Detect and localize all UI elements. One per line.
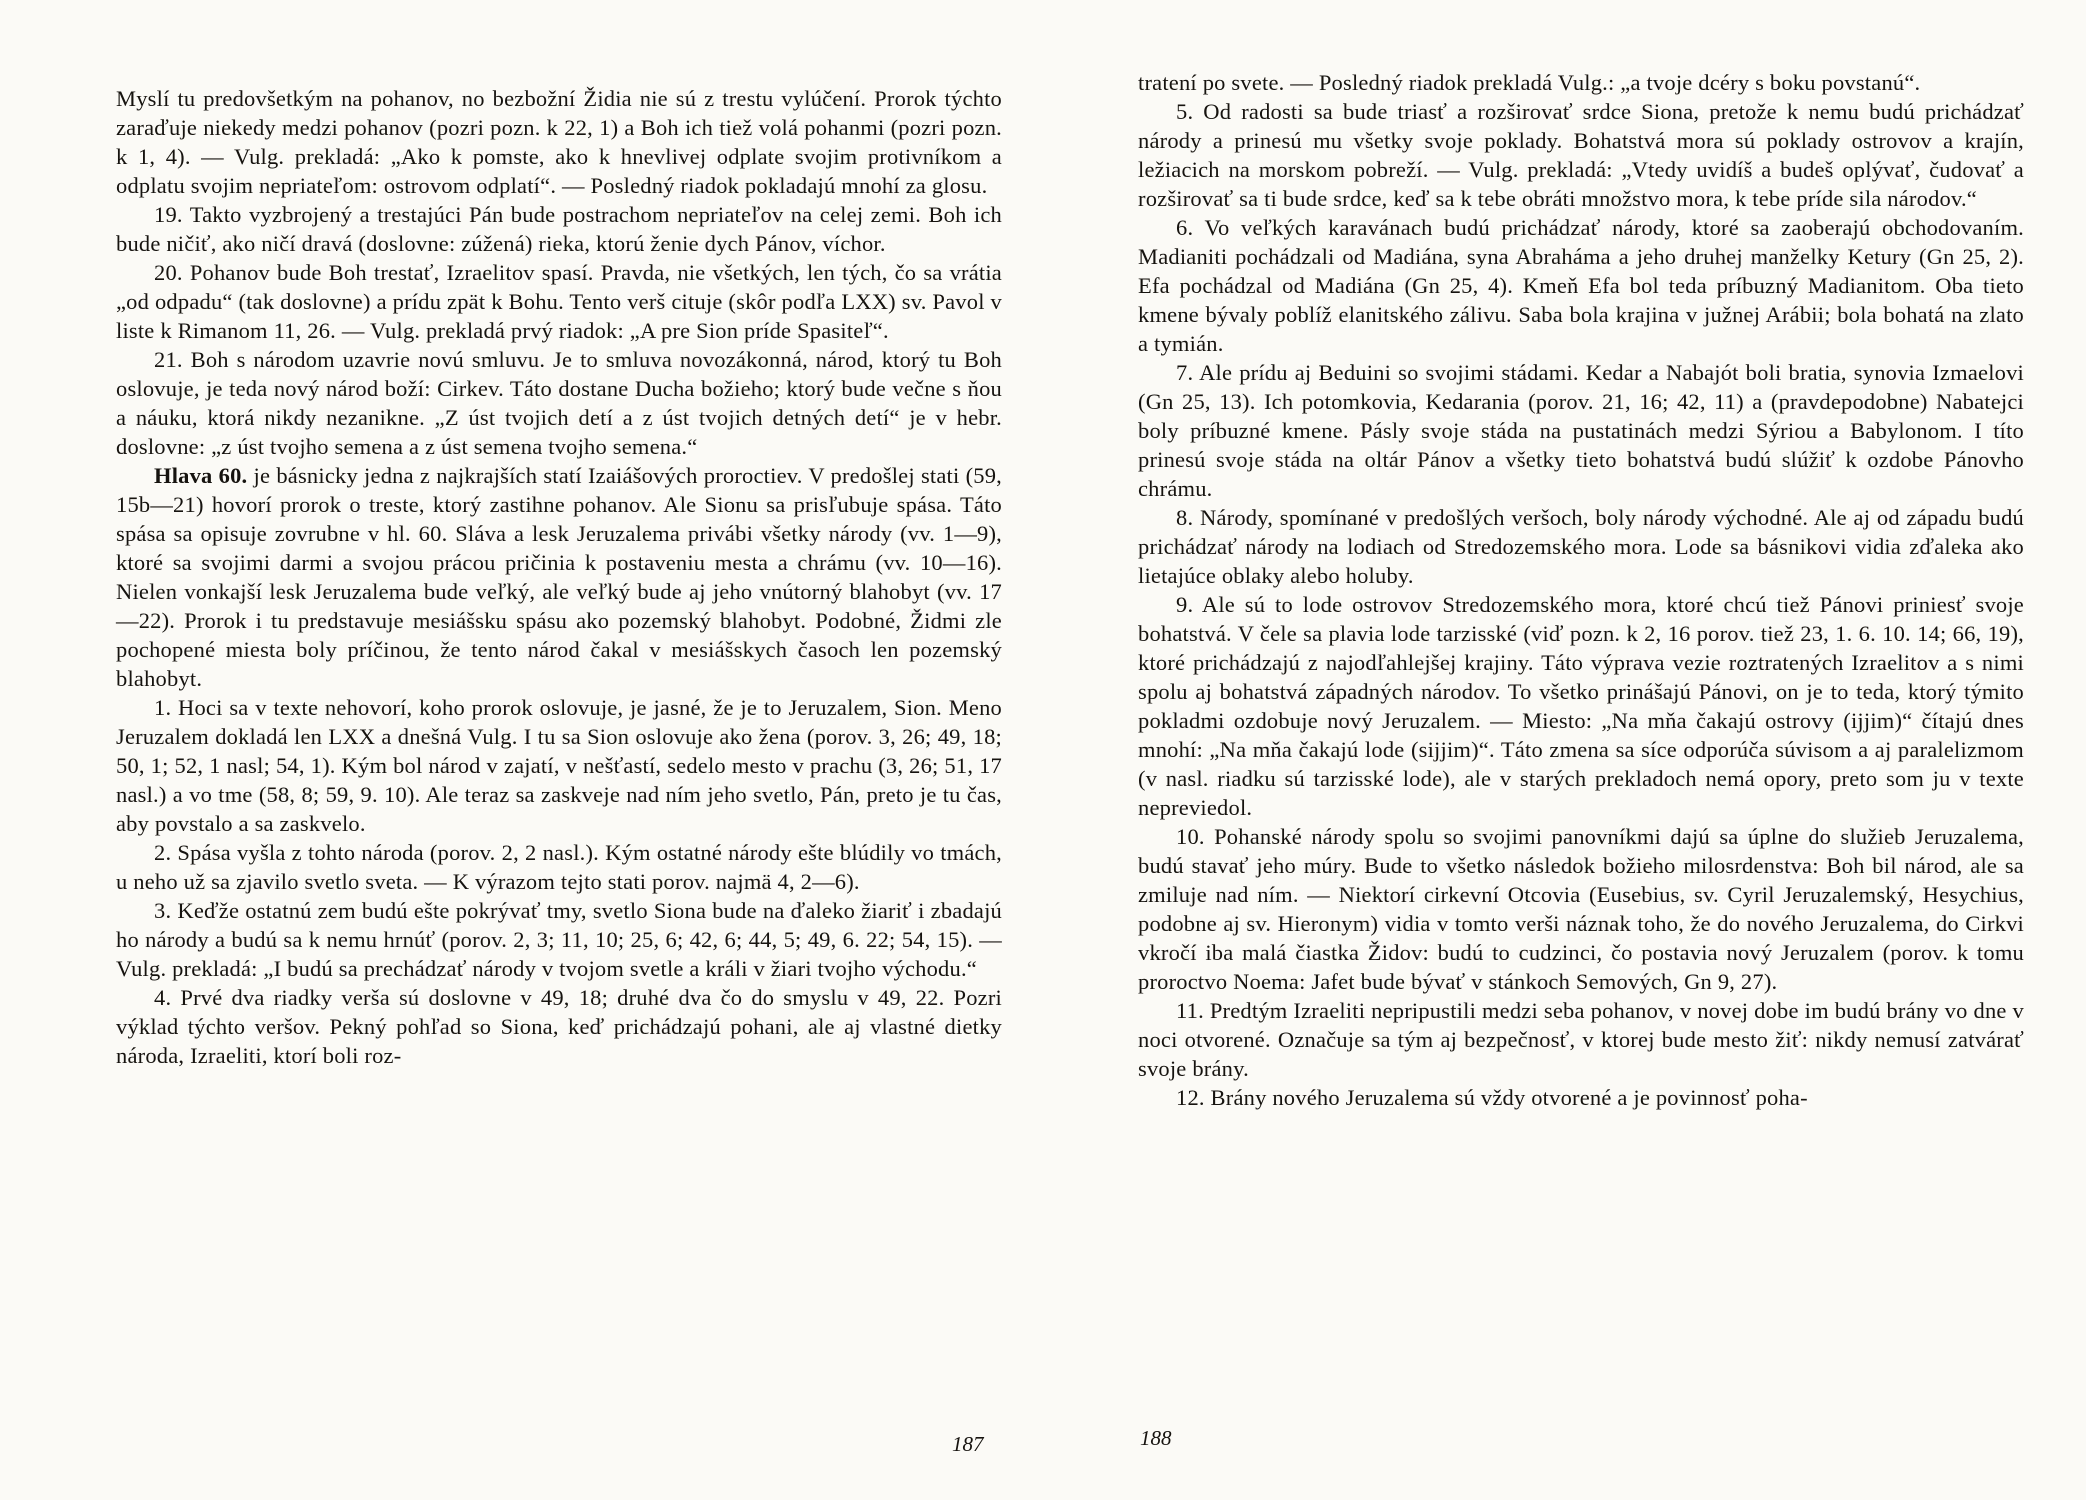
paragraph-text: je básnicky jedna z najkrajších statí Izaiášových proroctiev. V predošlej stati (59, 15b—21) hovorí prorok o treste, ktorý zastihne pohanov. Ale Sionu sa prisľubuje spása. Táto spása sa opisuje zovrubne v hl. 60. Sláva a lesk Jeruzalema privábi všetky národy (vv. 1—9), ktoré sa svojimi darmi a svojou prácou pričinia k postaveniu mesta a chrámu (vv. 10—16). Nielen vonkajší lesk Jeruzalema bude veľký, ale veľký bude aj jeho vnútorný blahobyt (vv. 17—22). Prorok i tu predstavuje mesiášsku spásu ako pozemský blahobyt. Podobné, Židmi zle pochopené miesta boly príčinou, že tento národ čakal v mesiášskych časoch len pozemský blahobyt. <box>116 463 1003 691</box>
section-heading: Hlava 60. <box>154 463 248 488</box>
paragraph: 1. Hoci sa v texte nehovorí, koho prorok oslovuje, je jasné, že je to Jeruzalem, Sion. Meno Jeruzalem dokladá len LXX a dnešná Vulg. I tu sa Sion oslovuje ako žena (porov. 3, 26; 49, 18; 50, 1; 52, 1 nasl; 54, 1). Kým bol národ v zajatí, v nešťastí, sedelo mesto v prachu (3, 26; 51, 17 nasl.) a vo tme (58, 8; 59, 9. 10). Ale teraz sa zaskveje nad ním jeho svetlo, Pán, preto je tu čas, aby povstalo a sa zaskvelo. <box>116 695 1002 836</box>
section-paragraph <box>116 461 1002 693</box>
paragraph: 8. Národy, spomínané v predošlých veršoch, boly národy východné. Ale aj od západu budú prichádzať národy na lodiach od Stredozemského mora. Lode sa básnikovi vidia zďaleka ako lietajúce oblaky alebo holuby. <box>1138 505 2024 588</box>
paragraph: 9. Ale sú to lode ostrovov Stredozemského mora, ktoré chcú tiež Pánovi priniesť svoje bohatstvá. V čele sa plavia lode tarzisské (viď pozn. k 2, 16 porov. tiež 23, 1. 6. 10. 14; 66, 19), ktoré prichádzajú z najodľahlejšej krajiny. Táto výprava vezie roztratených Izraelitov a s nimi spolu aj bohatstvá západných národov. To všetko prinášajú Pánovi, on je to teda, ktorý týmito pokladmi ozdobuje nový Jeruzalem. — Miesto: „Na mňa čakajú ostrovy (ijjim)“ čítajú dnes mnohí: „Na mňa čakajú lode (sijjim)“. Táto zmena sa síce odporúča súvisom a aj paralelizmom (v nasl. riadku sú tarzisské lode), ale v starých prekladoch nemá opory, preto som ju v texte nepreviedol. <box>1138 592 2024 820</box>
page-number-right: 188 <box>1140 1426 1172 1450</box>
page-187 <box>116 84 1002 1070</box>
paragraph: 10. Pohanské národy spolu so svojimi panovníkmi dajú sa úplne do služieb Jeruzalema, budú stavať jeho múry. Bude to všetko následok božieho milosrdenstva: Boh bil národ, ale sa zmiluje nad ním. — Niektorí cirkevní Otcovia (Eusebius, sv. Cyril Jeruzalemský, Hesychius, podobne aj sv. Hieronym) vidia v tomto verši náznak toho, že do nového Jeruzalema, do Cirkvi vkročí iba malá čiastka Židov: budú to cudzinci, čo postavia nový Jeruzalem (porov. k tomu proroctvo Noema: Jafet bude bývať v stánkoch Semových, Gn 9, 27). <box>1138 824 2024 994</box>
page-number-left: 187 <box>952 1432 984 1456</box>
paragraph: Myslí tu predovšetkým na pohanov, no bezbožní Židia nie sú z trestu vylúčení. Prorok týchto zaraďuje niekedy medzi pohanov (pozri pozn. k 22, 1) a Boh ich tiež volá pohanmi (pozri pozn. k 1, 4). — Vulg. prekladá: „Ako k pomste, ako k hnevlivej odplate svojim protivníkom a odplatu svojim nepriateľom: ostrovom odplatí“. — Posledný riadok pokladajú mnohí za glosu. <box>116 86 1002 198</box>
paragraph: 12. Brány nového Jeruzalema sú vždy otvorené a je povinnosť poha- <box>1176 1085 1808 1110</box>
paragraph: 5. Od radosti sa bude triasť a rozširovať srdce Siona, pretože k nemu budú prichádzať národy a prinesú mu všetky svoje poklady. Bohatstvá mora sú poklady ostrovov a krajín, ležiacich na morskom pobreží. — Vulg. prekladá: „Vtedy uvidíš a budeš oplývať, čudovať a rozširovať sa ti bude srdce, keď sa k tebe obráti množstvo mora, k tebe príde sila národov.“ <box>1138 99 2024 211</box>
paragraph: 6. Vo veľkých karavánach budú prichádzať národy, ktoré sa zaoberajú obchodovaním. Madianiti pochádzali od Madiána, syna Abraháma a jeho druhej manželky Ketury (Gn 25, 2). Efa pochádzal od Madiána (Gn 25, 4). Kmeň Efa bol teda príbuzný Madianitom. Oba tieto kmene bývaly poblíž elanitského zálivu. Saba bola krajina v južnej Arábii; bola bohatá na zlato a tymián. <box>1138 215 2024 356</box>
paragraph: 19. Takto vyzbrojený a trestajúci Pán bude postrachom nepriateľov na celej zemi. Boh ich bude ničiť, ako ničí dravá (doslovne: zúžená) rieka, ktorú ženie dych Pánov, víchor. <box>116 202 1002 256</box>
paragraph: 4. Prvé dva riadky verša sú doslovne v 49, 18; druhé dva čo do smyslu v 49, 22. Pozri výklad týchto veršov. Pekný pohľad so Siona, keď prichádzajú pohani, ale aj vlastné dietky národa, Izraeliti, ktorí boli roz- <box>116 985 1002 1068</box>
paragraph: 21. Boh s národom uzavrie novú smluvu. Je to smluva novozákonná, národ, ktorý tu Boh oslovuje, je teda nový národ boží: Cirkev. Táto dostane Ducha božieho; ktorý bude večne s ňou a náuku, ktorá nikdy nezanikne. „Z úst tvojich detí a z úst tvojich detných detí“ je v hebr. doslovne: „z úst tvojho semena a z úst semena tvojho semena.“ <box>116 347 1002 459</box>
paragraph: 20. Pohanov bude Boh trestať, Izraelitov spasí. Pravda, nie všetkých, len tých, čo sa vrátia „od odpadu“ (tak doslovne) a prídu zpät k Bohu. Tento verš cituje (skôr podľa LXX) sv. Pavol v liste k Rimanom 11, 26. — Vulg. prekladá prvý riadok: „A pre Sion príde Spasiteľ“. <box>116 260 1002 343</box>
page-188 <box>1138 68 2024 1112</box>
paragraph: 2. Spása vyšla z tohto národa (porov. 2, 2 nasl.). Kým ostatné národy ešte blúdily vo tmách, u neho už sa zjavilo svetlo sveta. — K výrazom tejto stati porov. najmä 4, 2—6). <box>116 840 1002 894</box>
paragraph: 3. Keďže ostatnú zem budú ešte pokrývať tmy, svetlo Siona bude na ďaleko žiariť i zbadajú ho národy a budú sa k nemu hrnúť (porov. 2, 3; 11, 10; 25, 6; 42, 6; 44, 5; 49, 6. 22; 54, 15). — Vulg. prekladá: „I budú sa prechádzať národy v tvojom svetle a králi v žiari tvojho východu.“ <box>116 898 1002 981</box>
paragraph: 11. Predtým Izraeliti nepripustili medzi seba pohanov, v novej dobe im budú brány vo dne v noci otvorené. Označuje sa tým aj bezpečnosť, v ktorej bude mesto žiť: nikdy nemusí zatvárať svoje brány. <box>1138 998 2024 1081</box>
paragraph: tratení po svete. — Posledný riadok prekladá Vulg.: „a tvoje dcéry s boku povstanú“. <box>1138 70 1921 95</box>
paragraph: 7. Ale prídu aj Beduini so svojimi stádami. Kedar a Nabajót boli bratia, synovia Izmaelovi (Gn 25, 13). Ich potomkovia, Kedarania (porov. 21, 16; 42, 11) a (pravdepodobne) Nabatejci boly príbuzné kmene. Pásly svoje stáda na pustatinách medzi Sýriou a Babylonom. I títo prinesú svoje stáda na oltár Pánov a všetky tieto bohatstvá budú slúžiť k ozdobe Pánovho chrámu. <box>1138 360 2024 501</box>
